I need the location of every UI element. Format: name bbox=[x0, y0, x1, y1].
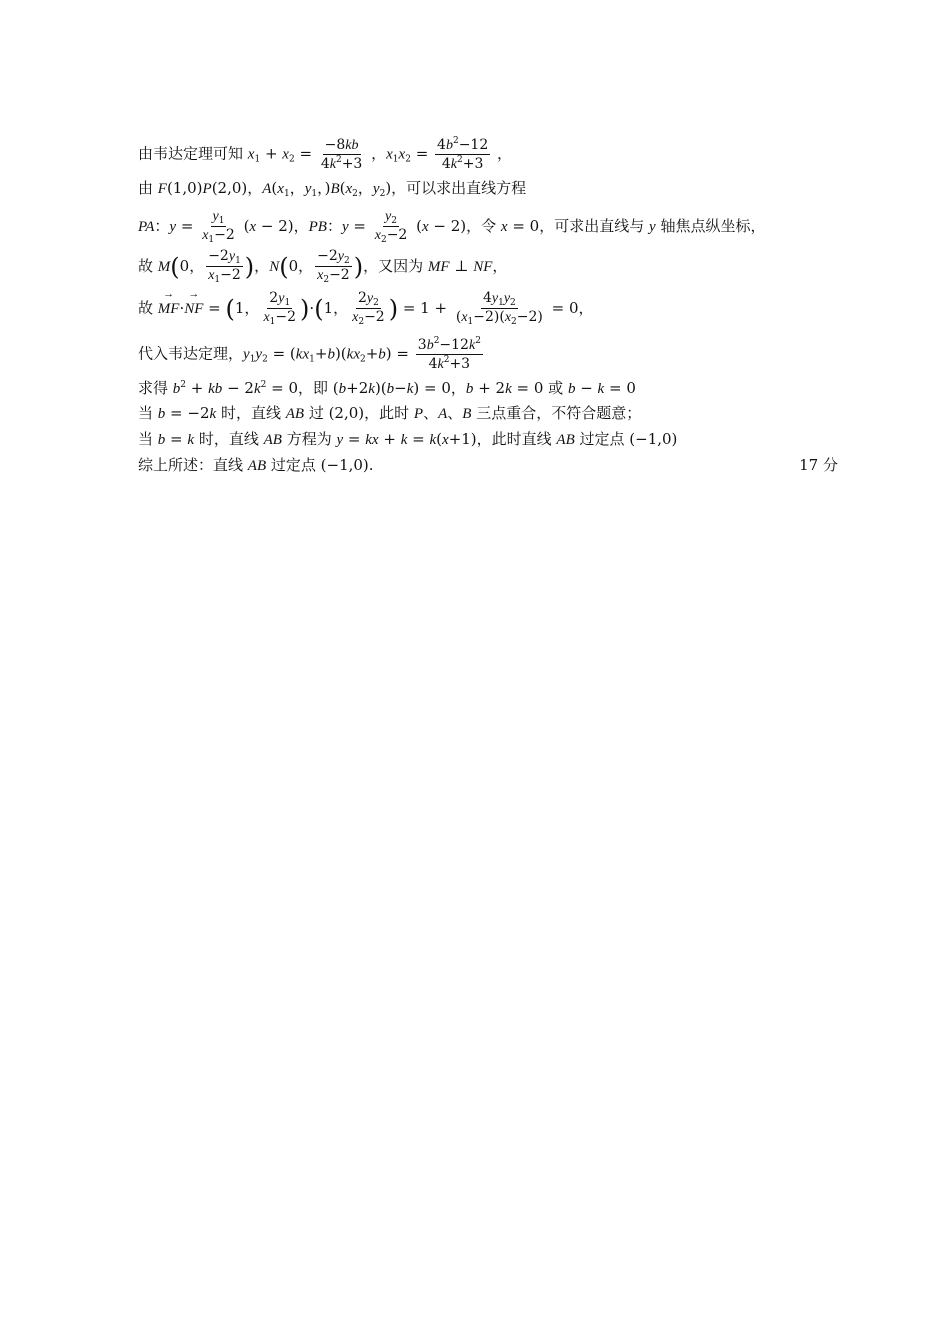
solution-line-7: 求得 $b^2$ + kb − $2k^2 = 0$，即 (b+2k)(b−k) = 0，b + 2k = 0 或 b − k = 0 bbox=[138, 379, 636, 397]
solution-line-4: 故 M(0， $\frac{-2y_1}{x_1-2}$ )，N(0， $\frac{-2y_2}{x_2-2}$ )，又因为 MF ⊥ NF， bbox=[138, 248, 508, 286]
solution-line-9: 当 b = k 时，直线 AB 方程为 y = kx + k = k(x+1)，此时直线 AB 过定点 (−1,0) bbox=[138, 430, 678, 448]
solution-line-10: 综上所述：直线 AB 过定点 (−1,0). 17 分 bbox=[138, 456, 838, 474]
solution-line-8: 当 b = −2k 时，直线 AB 过 (2,0)，此时 P、A、B 三点重合，不符合题意； bbox=[138, 404, 642, 422]
solution-line-5: 故 → MF·→ NF = (1， $\frac{2y_1}{x_1-2}$ )·(1， $\frac{2y_2}{x_2-2}$ ) = 1 + $\frac{4y_1y_2}{(x_1-2)(x_2-2)}$ = 0， bbox=[138, 290, 594, 328]
solution-line-2: 由 F(1,0)P(2,0)，$A(x_1$，$y_1$，)$B(x_2$，$y_2$)，可以求出直线方程 bbox=[138, 179, 527, 199]
solution-line-1: 由韦达定理可知 $x_1 + x_2$ = $\frac{-8kb}{4k^2+3}$ ，$x_1x_2$ = $\frac{4b^2-12}{4k^2+3}$ ， bbox=[138, 136, 513, 173]
score-label: 17 分 bbox=[799, 456, 838, 474]
solution-line-3: PA：y = $\frac{y_1}{x_1-2}$ (x − 2)，PB：y = $\frac{y_2}{x_2-2}$ (x − 2)，令 x = 0，可求出直线与 y 轴焦点纵坐标， bbox=[138, 209, 766, 246]
solution-line-6: 代入韦达定理，$y_1y_2 = (kx_1+b)(kx_2+b)$ = $\frac{3b^2-12k^2}{4k^2+3}$ bbox=[138, 336, 481, 373]
